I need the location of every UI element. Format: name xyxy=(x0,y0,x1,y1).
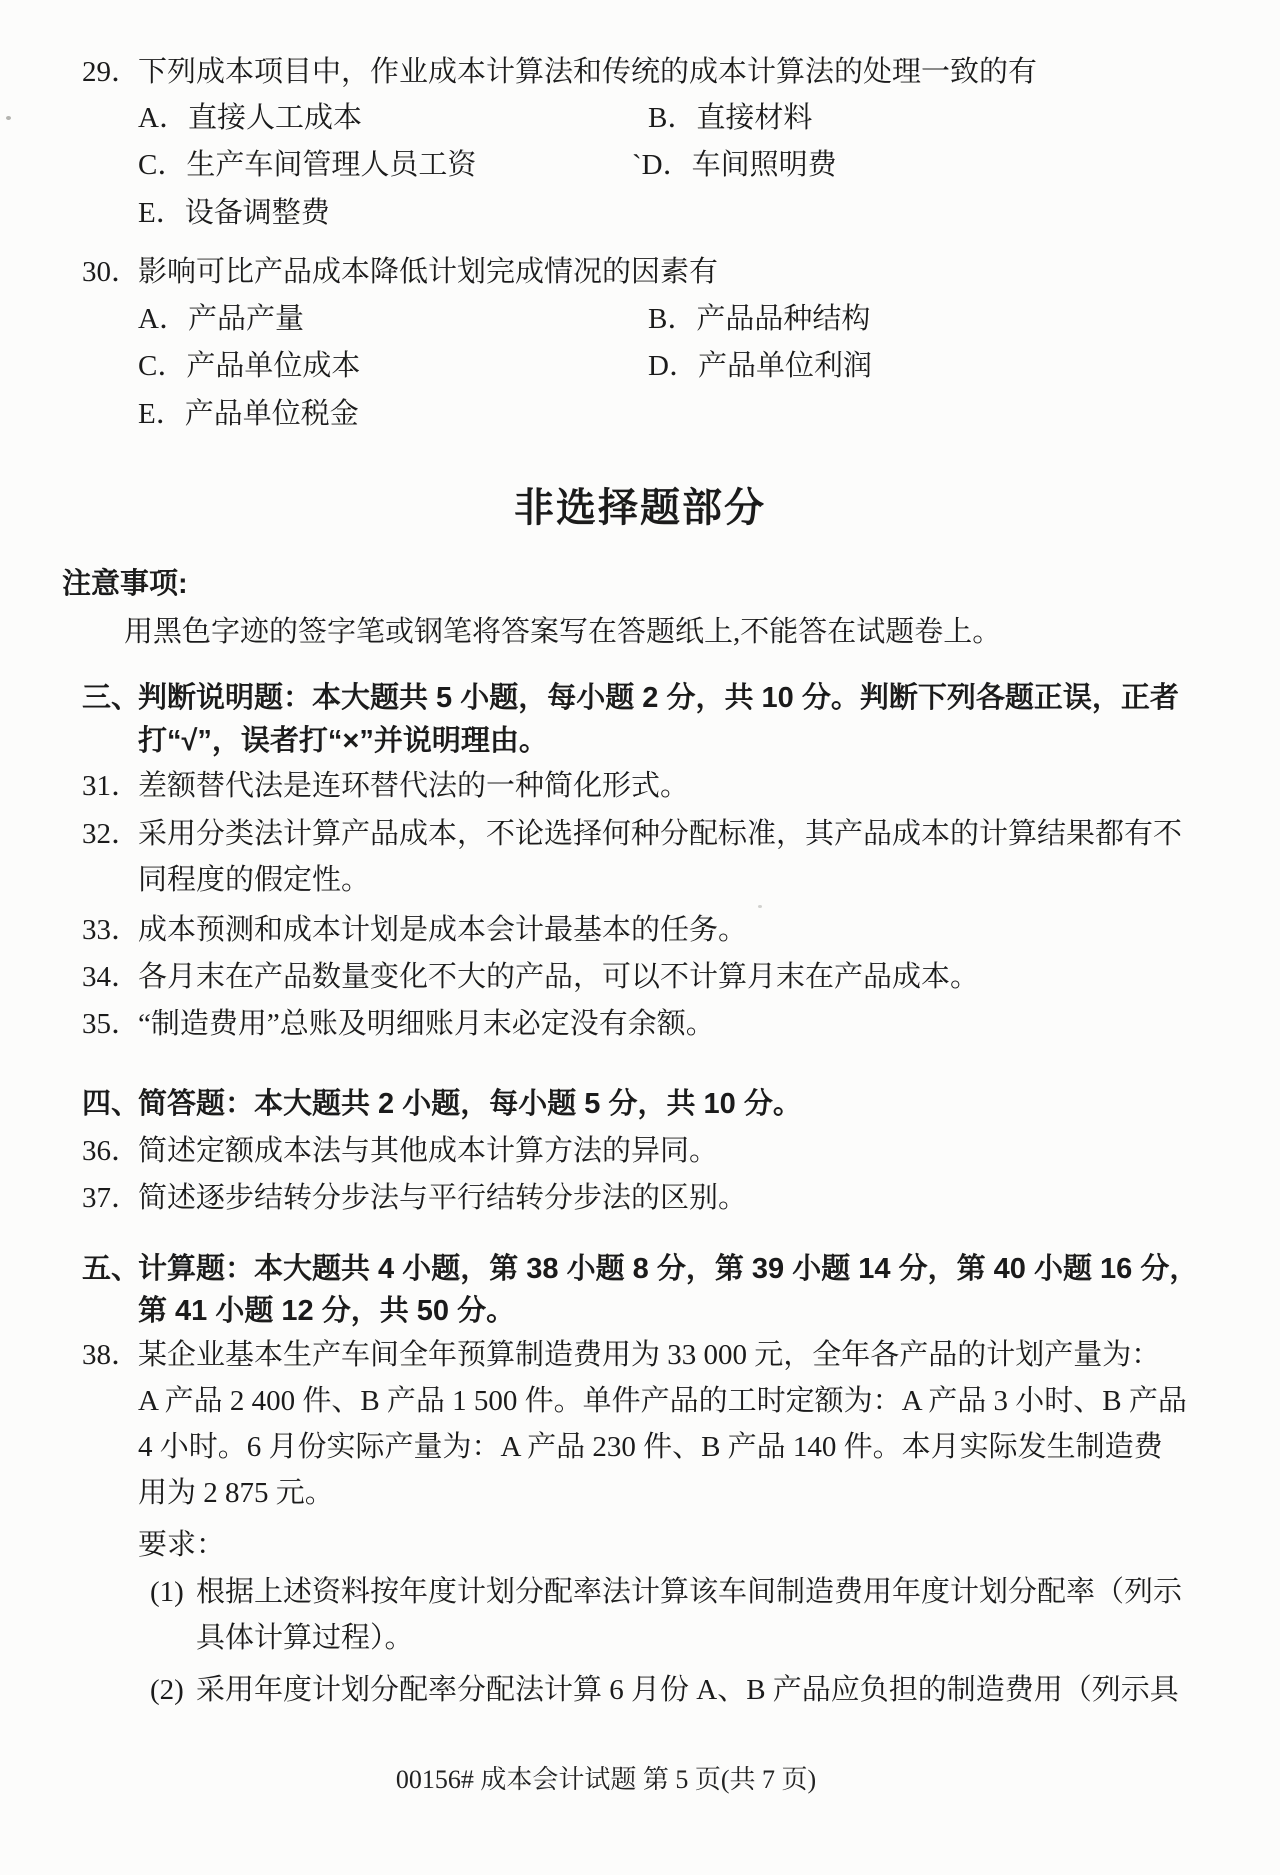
scan-speck xyxy=(758,905,762,908)
question-29-options-row-3 xyxy=(138,191,330,235)
q29-option-c: C．生产车间管理人员工资 xyxy=(138,149,477,181)
q29-option-a: A．直接人工成本 xyxy=(138,102,362,134)
question-32-number: 32． xyxy=(82,818,141,850)
question-30-number: 30． xyxy=(82,256,141,288)
scan-speck xyxy=(6,116,11,120)
question-38-requirement-2 xyxy=(150,1668,1179,1712)
question-29-number: 29． xyxy=(82,56,141,88)
question-38-stem-line4: 用为 2 875 元。 xyxy=(138,1477,334,1509)
question-30-options-row-1 xyxy=(138,297,871,341)
notice-label: 注意事项: xyxy=(62,568,188,600)
section-three-header xyxy=(82,676,1179,720)
question-38-stem-line1: 某企业基本生产车间全年预算制造费用为 33 000 元，全年各产品的计划产量为： xyxy=(138,1339,1161,1371)
q30-option-d: D．产品单位利润 xyxy=(648,350,872,382)
question-29-options-row-2 xyxy=(138,143,837,187)
question-38 xyxy=(82,1333,1160,1377)
section-three-marker: 三、 xyxy=(82,682,141,714)
section-five-marker: 五、 xyxy=(82,1253,141,1285)
question-36-text: 简述定额成本法与其他成本计算方法的异同。 xyxy=(138,1135,719,1167)
requirement-1-marker: (1) xyxy=(150,1576,184,1608)
page-footer: 00156# 成本会计试题 第 5 页(共 7 页) xyxy=(395,1765,817,1794)
requirement-1-text-line2: 具体计算过程）。 xyxy=(196,1622,414,1654)
question-34-number: 34． xyxy=(82,961,141,993)
question-38-requirement-1 xyxy=(150,1570,1182,1614)
q29-option-e: E．设备调整费 xyxy=(138,197,330,229)
section-four-marker: 四、 xyxy=(82,1088,141,1120)
question-33-number: 33． xyxy=(82,914,141,946)
section-three-header-text: 判断说明题：本大题共 5 小题，每小题 2 分，共 10 分。判断下列各题正误，正者 xyxy=(138,682,1179,714)
question-38-requirements-label: 要求： xyxy=(138,1529,226,1561)
question-30-options-row-2 xyxy=(138,344,872,388)
section-five-header xyxy=(82,1247,1198,1291)
question-35 xyxy=(82,1002,715,1046)
question-38-number: 38． xyxy=(82,1339,141,1371)
question-29 xyxy=(82,50,1037,94)
notice-text: 用黑色字迹的签字笔或钢笔将答案写在答题纸上,不能答在试题卷上。 xyxy=(124,616,1002,648)
q29-option-d: `D．车间照明费 xyxy=(632,149,837,181)
question-30-options-row-3 xyxy=(138,392,359,436)
section-five-header-text: 计算题：本大题共 4 小题，第 38 小题 8 分，第 39 小题 14 分，第 40 小题 16 分， xyxy=(138,1253,1199,1285)
section-heading: 非选择题部分 xyxy=(514,486,766,530)
question-34 xyxy=(82,955,979,999)
requirement-2-marker: (2) xyxy=(150,1674,184,1706)
question-32-text-line2: 同程度的假定性。 xyxy=(138,864,371,896)
section-four-header-text: 简答题：本大题共 2 小题，每小题 5 分，共 10 分。 xyxy=(138,1088,802,1120)
requirement-1-text-line1: 根据上述资料按年度计划分配率法计算该车间制造费用年度计划分配率（列示 xyxy=(196,1576,1183,1608)
question-37-text: 简述逐步结转分步法与平行结转分步法的区别。 xyxy=(138,1182,748,1214)
q30-option-c: C．产品单位成本 xyxy=(138,350,361,382)
question-34-text: 各月末在产品数量变化不大的产品，可以不计算月末在产品成本。 xyxy=(138,961,980,993)
section-five-header-line2: 第 41 小题 12 分，共 50 分。 xyxy=(138,1295,516,1327)
question-35-number: 35． xyxy=(82,1008,141,1040)
question-38-stem-line2: A 产品 2 400 件、B 产品 1 500 件。单件产品的工时定额为：A 产品 3 小时、B 产品 xyxy=(138,1385,1187,1417)
q30-option-a: A．产品产量 xyxy=(138,303,304,335)
requirement-2-text-line1: 采用年度计划分配率分配法计算 6 月份 A、B 产品应负担的制造费用（列示具 xyxy=(196,1674,1179,1706)
question-33-text: 成本预测和成本计划是成本会计最基本的任务。 xyxy=(138,914,748,946)
question-38-stem-line3: 4 小时。6 月份实际产量为：A 产品 230 件、B 产品 140 件。本月实际发生制造费 xyxy=(138,1431,1163,1463)
q29-option-b: B．直接材料 xyxy=(648,102,813,134)
question-32-text-line1: 采用分类法计算产品成本，不论选择何种分配标准，其产品成本的计算结果都有不 xyxy=(138,818,1183,850)
q30-option-e: E．产品单位税金 xyxy=(138,398,359,430)
question-31-text: 差额替代法是连环替代法的一种简化形式。 xyxy=(138,770,690,802)
question-29-options-row-1 xyxy=(138,96,813,140)
question-32 xyxy=(82,812,1182,856)
q30-option-b: B．产品品种结构 xyxy=(648,303,871,335)
question-36 xyxy=(82,1129,718,1173)
question-35-text: “制造费用”总账及明细账月末必定没有余额。 xyxy=(138,1008,715,1040)
question-37-number: 37． xyxy=(82,1182,141,1214)
question-30 xyxy=(82,250,718,294)
question-30-stem: 影响可比产品成本降低计划完成情况的因素有 xyxy=(138,256,719,288)
question-29-stem: 下列成本项目中，作业成本计算法和传统的成本计算法的处理一致的有 xyxy=(138,56,1038,88)
question-33 xyxy=(82,908,747,952)
question-37 xyxy=(82,1176,747,1220)
section-four-header xyxy=(82,1082,802,1126)
question-31-number: 31． xyxy=(82,770,141,802)
section-three-header-line2: 打“√”，误者打“×”并说明理由。 xyxy=(138,725,548,757)
question-31 xyxy=(82,764,689,808)
question-36-number: 36． xyxy=(82,1135,141,1167)
